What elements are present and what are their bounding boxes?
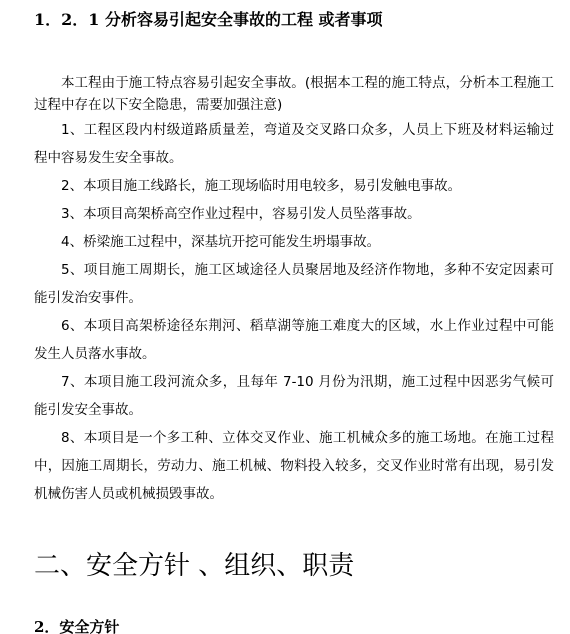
hazard-item-7: 7、本项目施工段河流众多，且每年 7-10 月份为汛期，施工过程中因恶劣气候可能引发安全事故。 bbox=[34, 374, 554, 418]
hazard-item-6: 6、本项目高架桥途径东荆河、稻草湖等施工难度大的区域，水上作业过程中可能发生人员落水事故。 bbox=[34, 318, 554, 362]
hazard-item-4: 4、桥梁施工过程中，深基坑开挖可能发生坍塌事故。 bbox=[61, 234, 381, 250]
hazard-item-1: 1、工程区段内村级道路质量差，弯道及交叉路口众多，人员上下班及材料运输过程中容易发生安全事故。 bbox=[34, 122, 554, 166]
section-heading-1-2-1: 1．2．1 分析容易引起安全事故的工程 或者事项 bbox=[34, 10, 383, 29]
intro-paragraph: 本工程由于施工特点容易引起安全事故。(根据本工程的施工特点，分析本工程施工过程中存在以下安全隐患，需要加强注意) bbox=[34, 75, 554, 113]
section-heading-2-1: 2．安全方针 bbox=[34, 618, 120, 634]
chapter-heading-2: 二、安全方针 、组织、职责 bbox=[34, 551, 355, 581]
hazard-list bbox=[34, 116, 554, 508]
hazard-item-3: 3、本项目高架桥高空作业过程中，容易引发人员坠落事故。 bbox=[61, 206, 421, 222]
hazard-item-8: 8、本项目是一个多工种、立体交叉作业、施工机械众多的施工场地。在施工过程中，因施工周期长，劳动力、施工机械、物料投入较多，交叉作业时常有出现，易引发机械伤害人员或机械损毁事故。 bbox=[34, 430, 554, 502]
hazard-item-2: 2、本项目施工线路长，施工现场临时用电较多，易引发触电事故。 bbox=[61, 178, 462, 194]
hazard-item-5: 5、项目施工周期长，施工区域途径人员聚居地及经济作物地，多种不安定因素可能引发治安事件。 bbox=[34, 262, 554, 306]
